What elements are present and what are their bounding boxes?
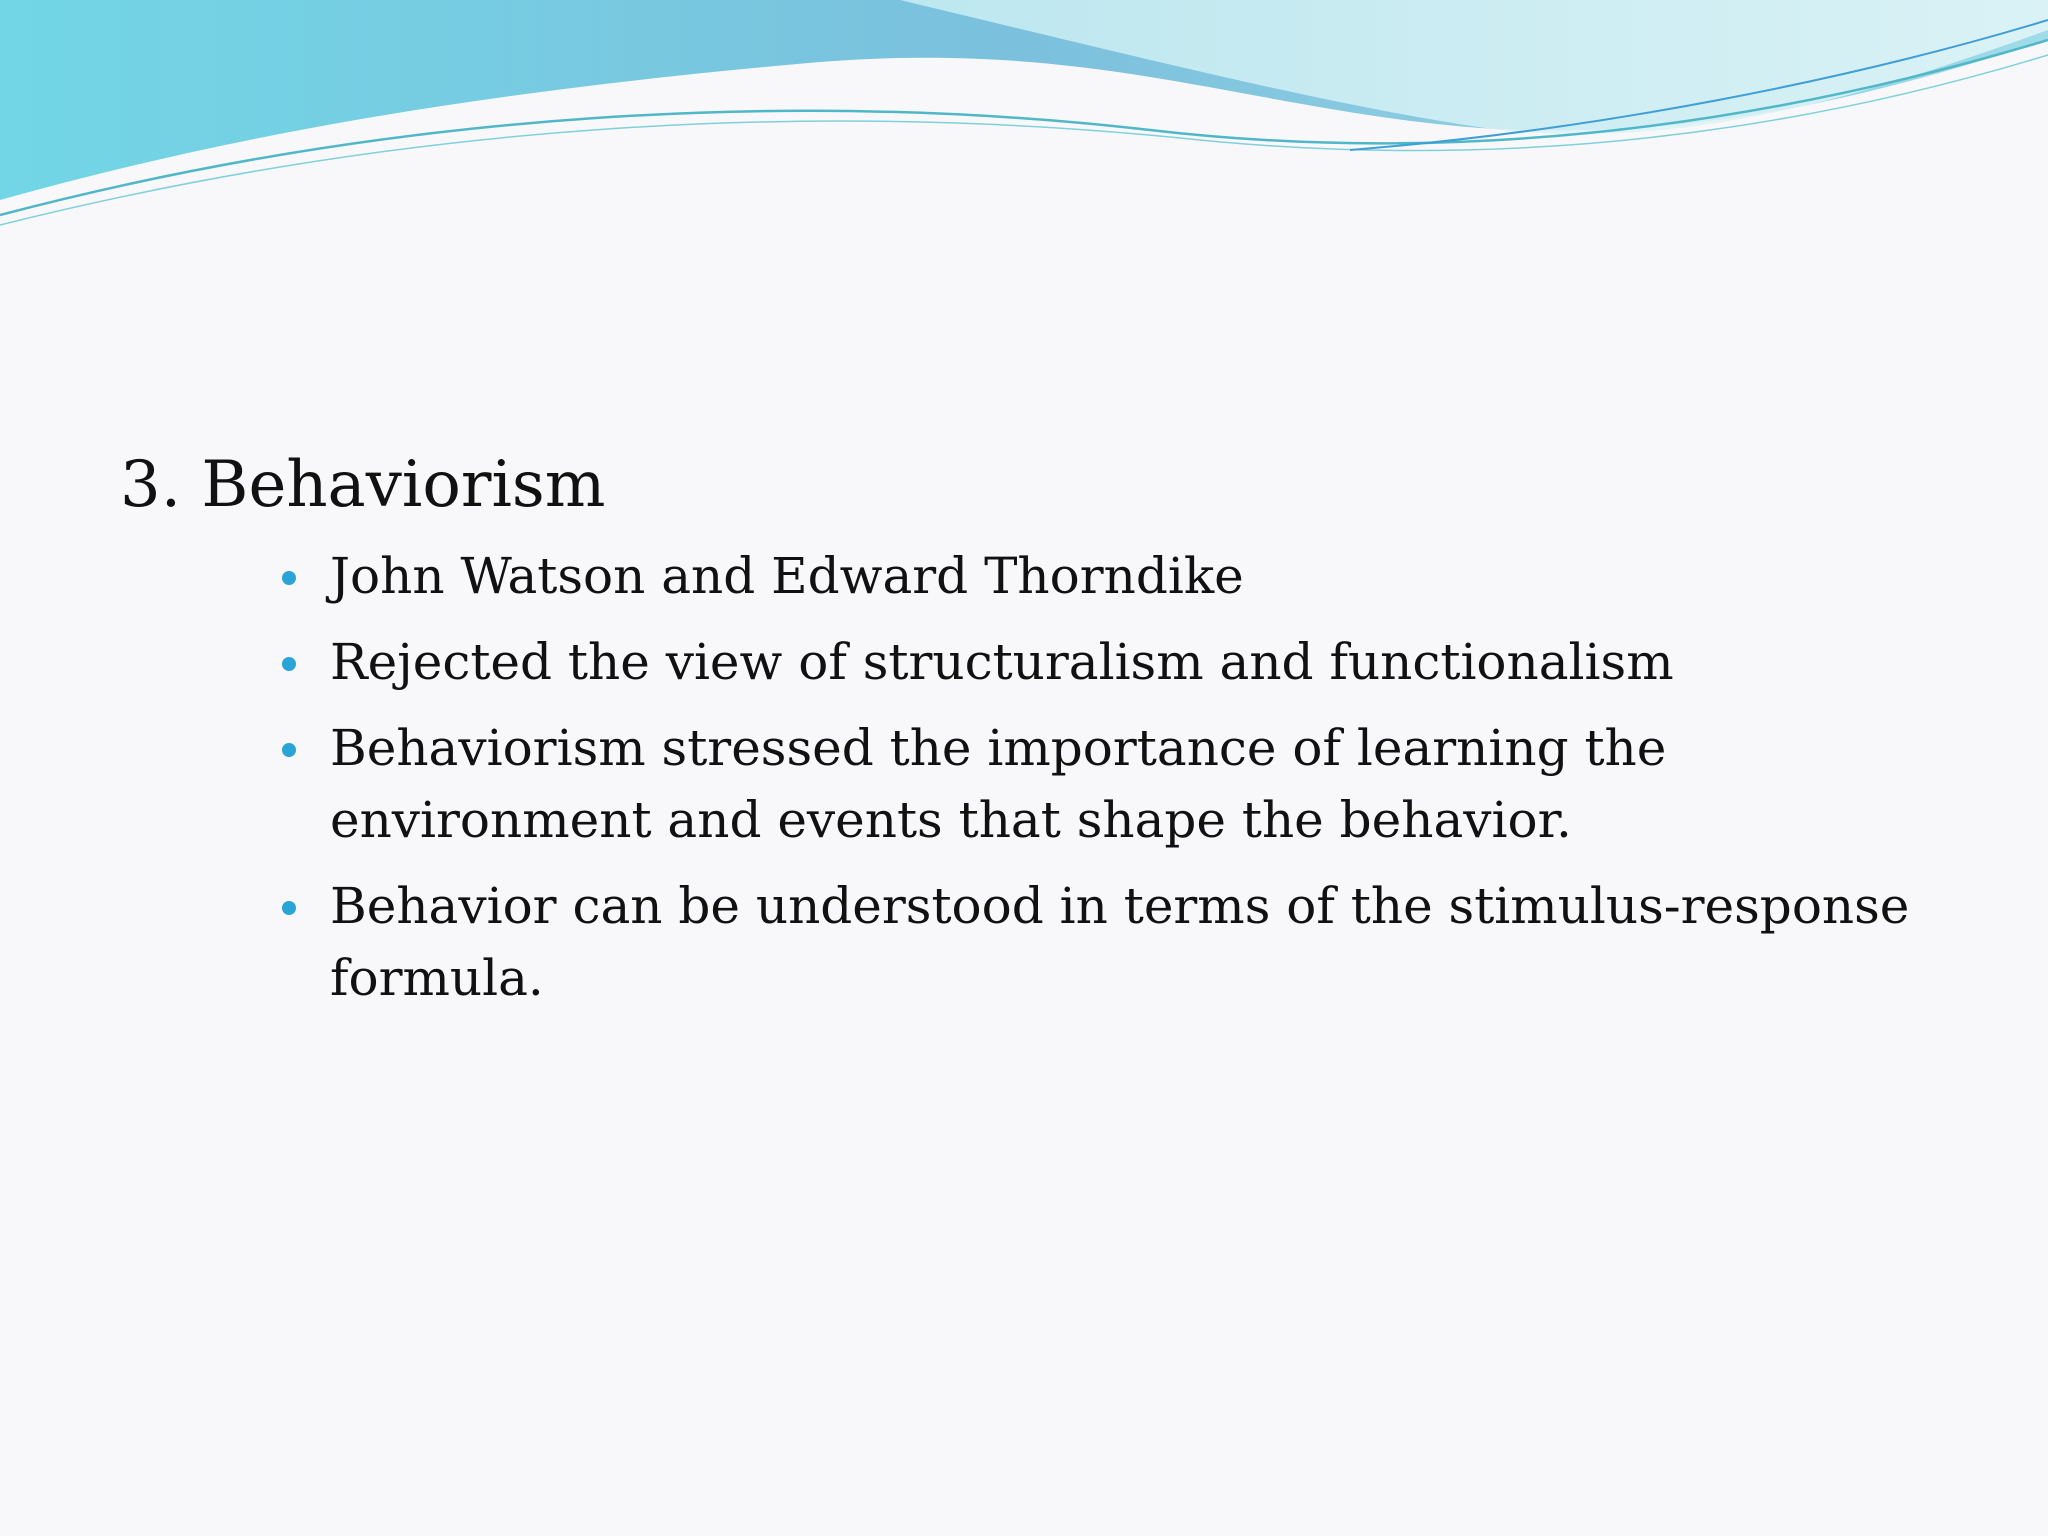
bullet-text: Behaviorism stressed the importance of learning the environment and events that shape the behavior. — [330, 719, 1667, 849]
slide-body — [120, 440, 1960, 1028]
slide-heading: 3. Behaviorism — [120, 448, 606, 522]
bullet-item — [330, 626, 1960, 698]
bullet-item — [330, 540, 1960, 612]
bullet-text: Rejected the view of structuralism and functionalism — [330, 633, 1674, 691]
bullet-text: Behavior can be understood in terms of the stimulus-response formula. — [330, 877, 1910, 1007]
bullet-icon — [282, 901, 296, 915]
bullet-icon — [282, 743, 296, 757]
bullet-item — [330, 870, 1960, 1014]
bullet-list — [120, 540, 1960, 1014]
bullet-item — [330, 712, 1960, 856]
decorative-wave-header — [0, 0, 2048, 240]
bullet-icon — [282, 571, 296, 585]
bullet-text: John Watson and Edward Thorndike — [330, 547, 1244, 605]
bullet-icon — [282, 657, 296, 671]
